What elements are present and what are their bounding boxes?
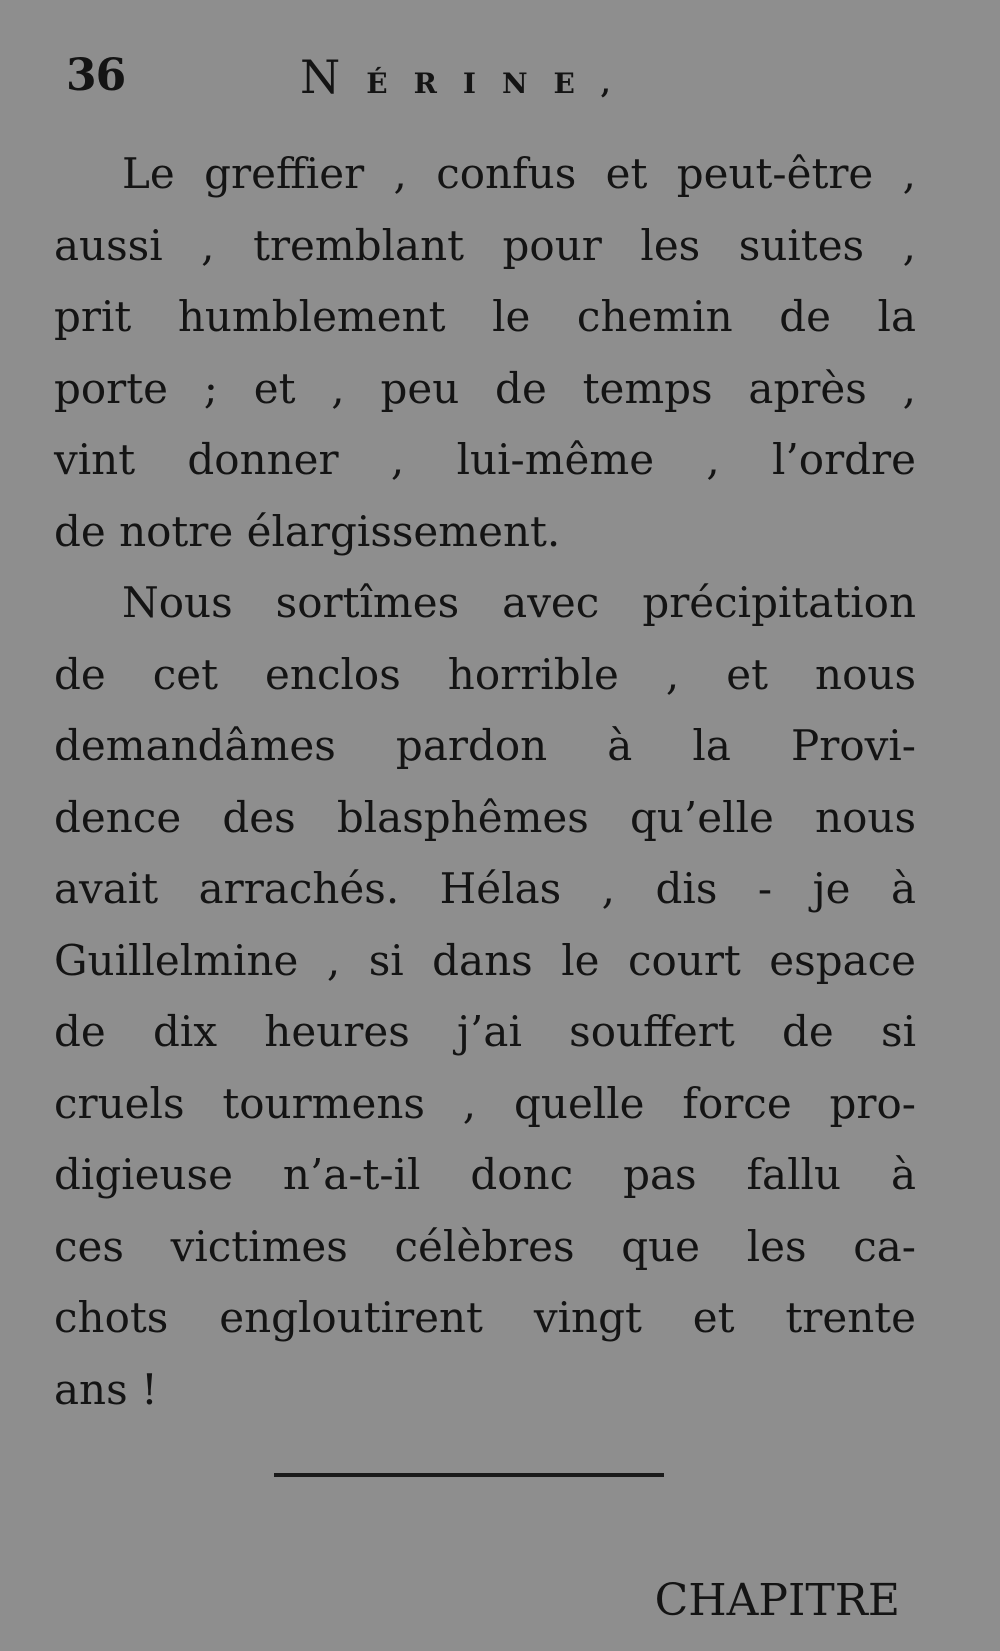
page-number: 36 bbox=[66, 50, 126, 101]
text-line: Le greffier , confus et peut-être , bbox=[122, 149, 916, 198]
text-line: Nous sortîmes avec précipitation bbox=[122, 578, 916, 627]
running-title bbox=[300, 50, 637, 104]
text-line: chots engloutirent vingt et trente bbox=[54, 1293, 916, 1342]
text-line: dence des blasphêmes qu’elle nous bbox=[54, 792, 916, 842]
text-line: aussi , tremblant pour les suites , bbox=[54, 220, 916, 270]
text-line: avait arrachés. Hélas , dis - je à bbox=[54, 864, 916, 913]
text-line: prit humblement le chemin de la bbox=[54, 292, 916, 341]
text-line: de cet enclos horrible , et nous bbox=[54, 649, 916, 699]
text-line: de dix heures j’ai souffert de si bbox=[54, 1007, 916, 1056]
running-title-initial: N bbox=[300, 50, 367, 104]
catchword: CHAPITRE bbox=[654, 1575, 900, 1626]
text-line: porte ; et , peu de temps après , bbox=[54, 363, 916, 413]
text-line: Guillelmine , si dans le court espace bbox=[54, 935, 916, 985]
text-line: cruels tourmens , quelle force pro- bbox=[54, 1078, 916, 1128]
text-line: demandâmes pardon à la Provi- bbox=[54, 721, 916, 770]
text-line: ces victimes célèbres que les ca- bbox=[54, 1221, 916, 1271]
text-line: vint donner , lui-même , l’ordre bbox=[54, 435, 916, 484]
text-line: de notre élargissement. bbox=[54, 506, 561, 556]
text-line: digieuse n’a-t-il donc pas fallu à bbox=[54, 1150, 916, 1199]
body-text bbox=[54, 138, 916, 1425]
section-rule bbox=[274, 1473, 664, 1477]
running-title-rest: ÉRINE, bbox=[366, 67, 637, 100]
text-line: ans ! bbox=[54, 1364, 158, 1414]
